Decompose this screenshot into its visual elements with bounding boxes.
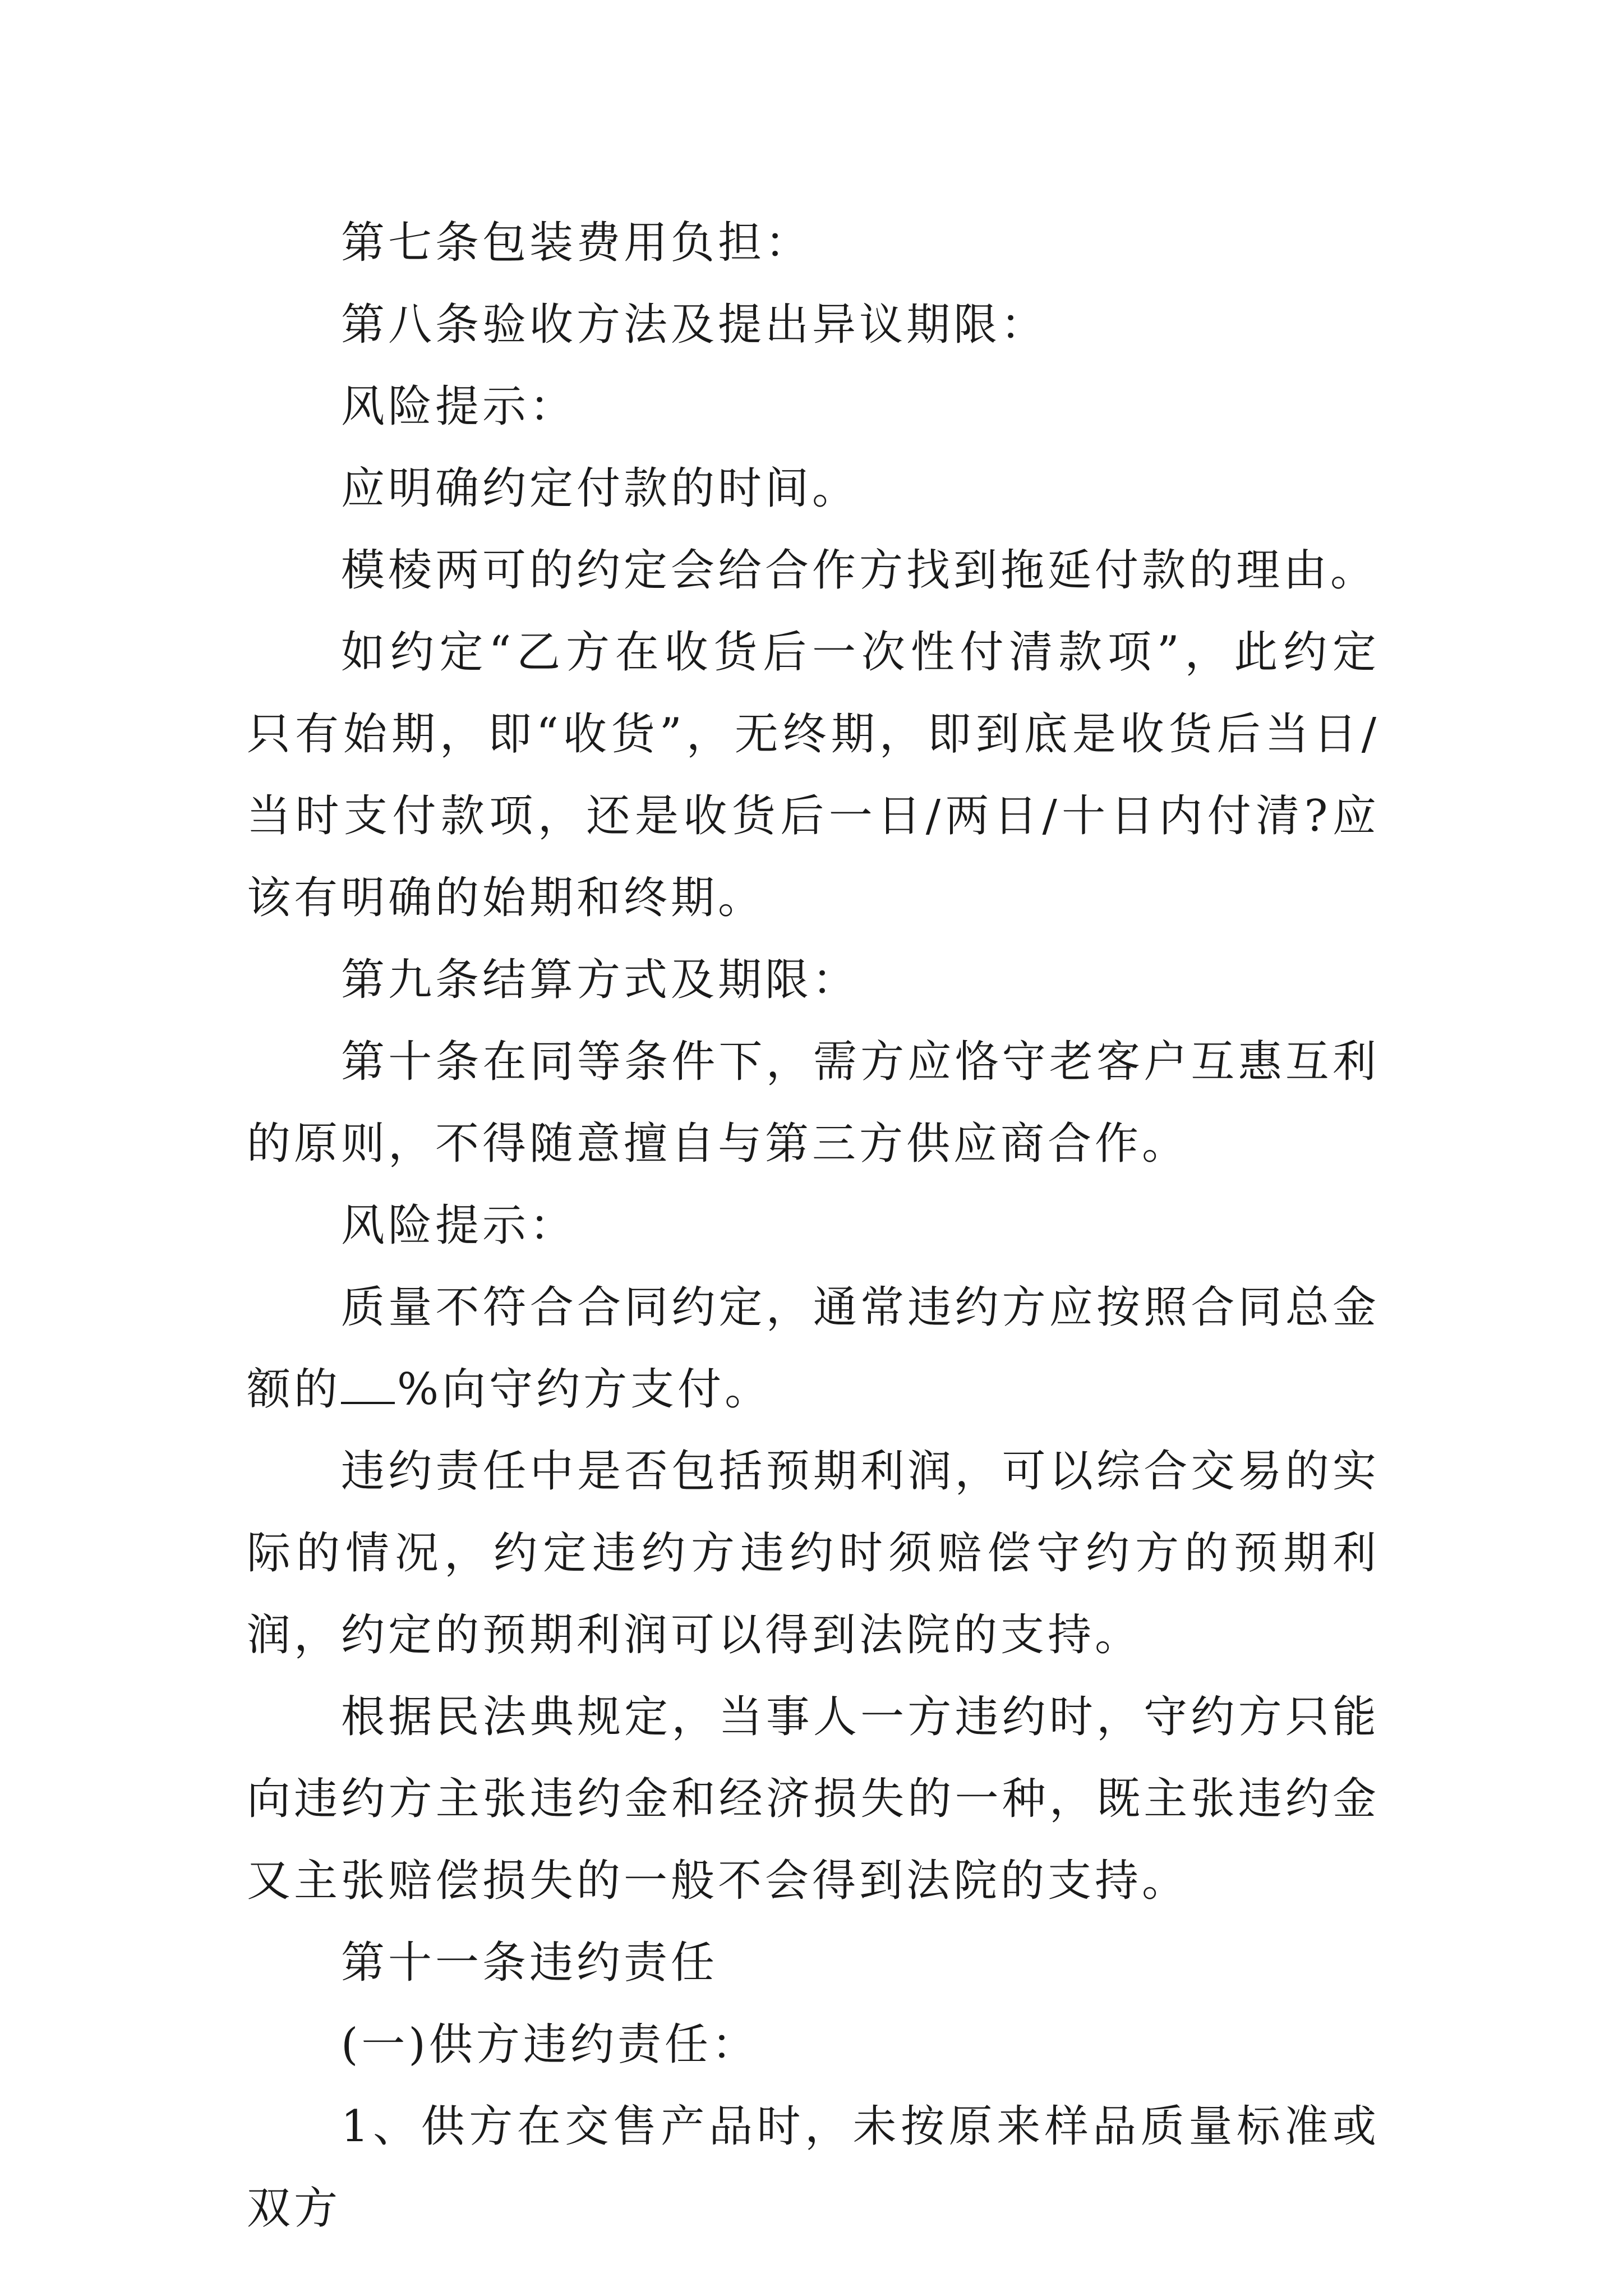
paragraph-item-1: 1、供方在交售产品时，未按原来样品质量标准或双方 bbox=[247, 2101, 1380, 2234]
paragraph-payment-time: 应明确约定付款的时间。 bbox=[341, 463, 860, 514]
paragraph-supplier-liability: (一)供方违约责任： bbox=[341, 2019, 759, 2070]
paragraph-payment-example: 如约定“乙方在收货后一次性付清款项”，此约定只有始期，即“收货”，无终期，即到底是收货后当日/当时支付款项，还是收货后一日/两日/十日内付清?应该有明确的始期和终期。 bbox=[247, 627, 1380, 923]
quality-breach-text: 质量不符合合同约定，通常违约方应按照合同总金额的 bbox=[247, 1282, 1380, 1415]
paragraph-expected-profit: 违约责任中是否包括预期利润，可以综合交易的实际的情况，约定违约方违约时须赔偿守约方的预期利润，约定的预期利润可以得到法院的支持。 bbox=[247, 1446, 1380, 1660]
paragraph-risk-heading-2: 风险提示： bbox=[341, 1200, 577, 1251]
paragraph-risk-heading-1: 风险提示： bbox=[341, 381, 577, 432]
paragraph-article-8: 第八条验收方法及提出异议期限： bbox=[341, 300, 1048, 350]
paragraph-ambiguous-terms: 模棱两可的约定会给合作方找到拖延付款的理由。 bbox=[341, 545, 1378, 596]
paragraph-quality-breach bbox=[247, 1267, 1380, 1430]
paragraph-civil-code: 根据民法典规定，当事人一方违约时，守约方只能向违约方主张违约金和经济损失的一种，既主张违约金又主张赔偿损失的一般不会得到法院的支持。 bbox=[247, 1692, 1380, 1906]
paragraph-article-7: 第七条包装费用负担： bbox=[341, 218, 813, 268]
quality-breach-tail: %向守约方支付。 bbox=[397, 1364, 772, 1415]
paragraph-article-9: 第九条结算方式及期限： bbox=[341, 955, 860, 1005]
percentage-blank-line bbox=[341, 1368, 395, 1404]
paragraph-article-11: 第十一条违约责任 bbox=[341, 1938, 718, 1988]
paragraph-article-10: 第十条在同等条件下，需方应恪守老客户互惠互利的原则，不得随意擅自与第三方供应商合作。 bbox=[247, 1037, 1380, 1169]
document-body bbox=[247, 202, 1380, 2249]
